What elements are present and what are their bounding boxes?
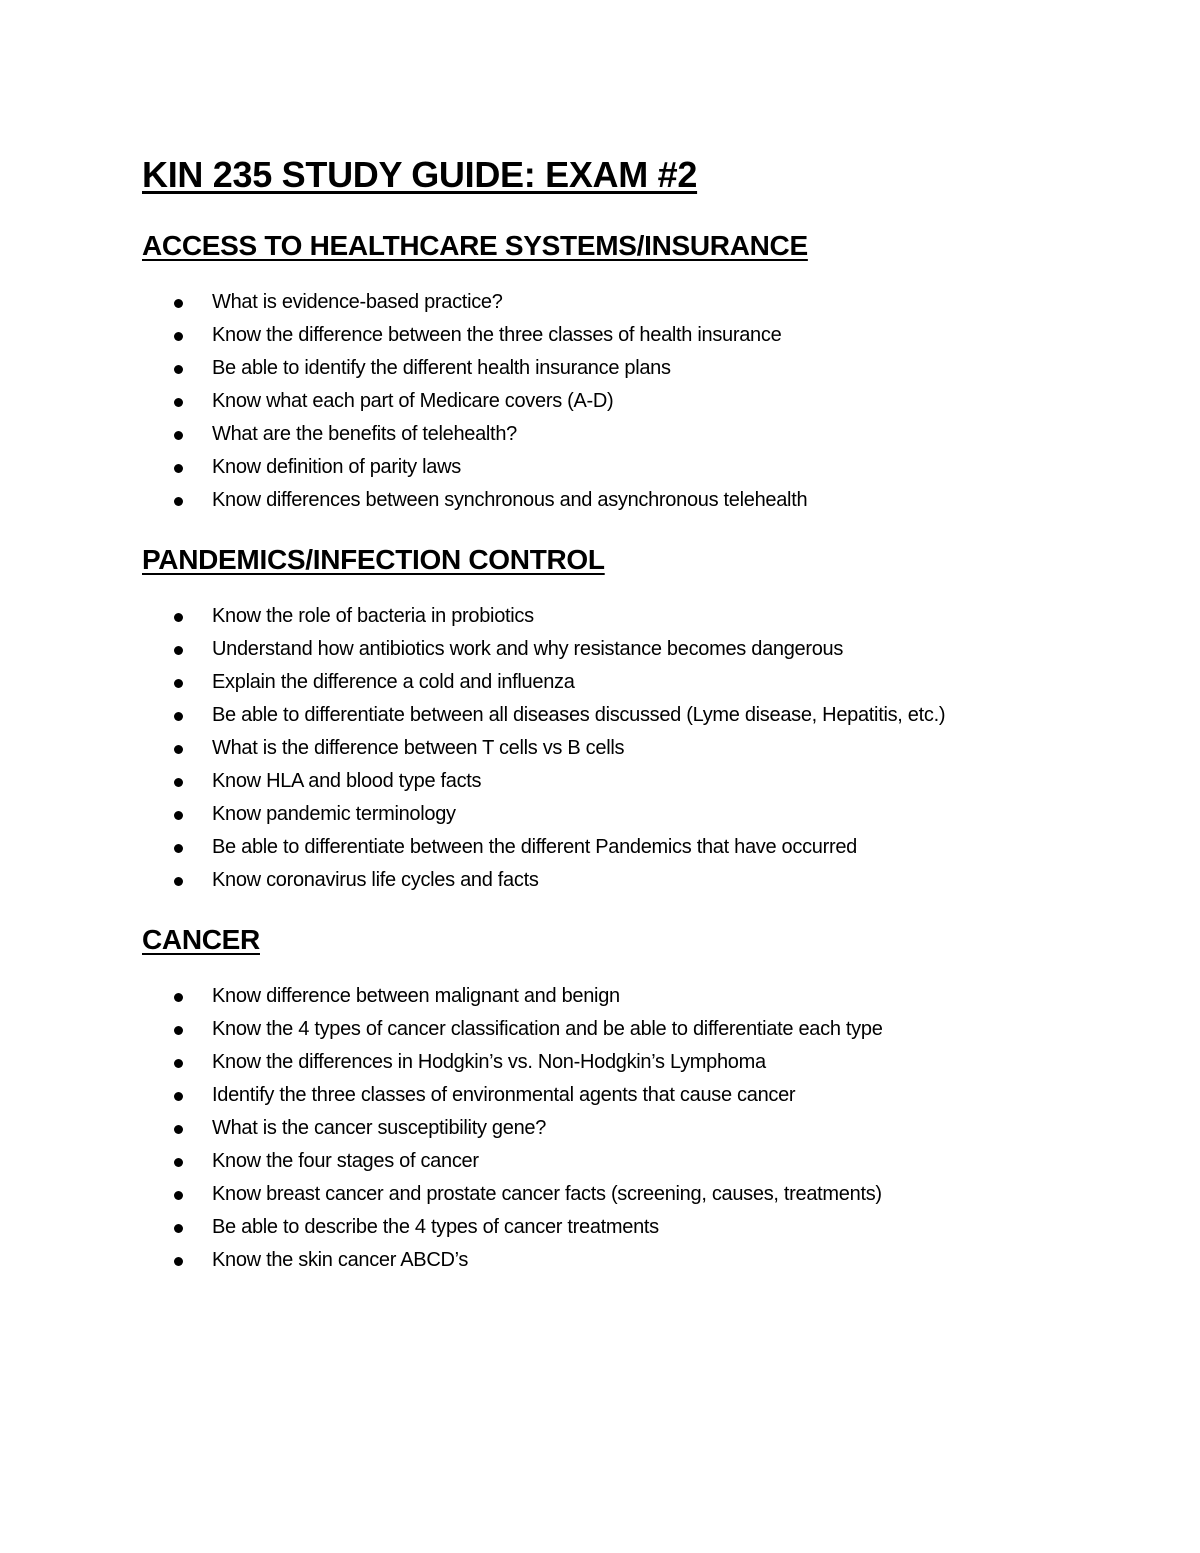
bullet-icon bbox=[174, 1026, 183, 1035]
list-item-text: What is evidence-based practice? bbox=[212, 291, 503, 313]
bullet-icon bbox=[174, 464, 183, 473]
list-item-text: Know the skin cancer ABCD’s bbox=[212, 1249, 469, 1271]
bullet-icon bbox=[174, 646, 183, 655]
list-item bbox=[142, 286, 1142, 319]
list-item bbox=[142, 385, 1142, 418]
list-item bbox=[142, 1046, 1142, 1079]
bullet-icon bbox=[174, 431, 183, 440]
list-item-text: Identify the three classes of environmental agents that cause cancer bbox=[212, 1084, 796, 1106]
bullet-list-healthcare bbox=[142, 286, 1142, 517]
list-item-text: Be able to identify the different health insurance plans bbox=[212, 357, 671, 379]
list-item-text: Know the role of bacteria in probiotics bbox=[212, 605, 534, 627]
bullet-icon bbox=[174, 745, 183, 754]
list-item bbox=[142, 484, 1142, 517]
list-item bbox=[142, 831, 1142, 864]
document-body bbox=[142, 152, 1142, 1277]
bullet-icon bbox=[174, 811, 183, 820]
list-item bbox=[142, 1178, 1142, 1211]
bullet-icon bbox=[174, 778, 183, 787]
bullet-icon bbox=[174, 1158, 183, 1167]
list-item-text: Understand how antibiotics work and why resistance becomes dangerous bbox=[212, 638, 844, 660]
list-item-text: Know difference between malignant and benign bbox=[212, 985, 620, 1007]
bullet-icon bbox=[174, 1059, 183, 1068]
list-item-text: Know the four stages of cancer bbox=[212, 1150, 479, 1172]
bullet-icon bbox=[174, 1125, 183, 1134]
bullet-icon bbox=[174, 993, 183, 1002]
bullet-list-cancer bbox=[142, 980, 1142, 1277]
bullet-icon bbox=[174, 877, 183, 886]
list-item bbox=[142, 319, 1142, 352]
list-item bbox=[142, 600, 1142, 633]
list-item bbox=[142, 1013, 1142, 1046]
list-item bbox=[142, 1211, 1142, 1244]
bullet-icon bbox=[174, 679, 183, 688]
list-item bbox=[142, 1145, 1142, 1178]
list-item-text: What is the difference between T cells vs B cells bbox=[212, 737, 625, 759]
list-item-text: Know HLA and blood type facts bbox=[212, 770, 482, 792]
list-item bbox=[142, 864, 1142, 897]
list-item-text: What is the cancer susceptibility gene? bbox=[212, 1117, 547, 1139]
list-item bbox=[142, 633, 1142, 666]
list-item-text: Be able to describe the 4 types of cancer treatments bbox=[212, 1216, 659, 1238]
section-heading-cancer: CANCER bbox=[142, 924, 260, 955]
list-item-text: Be able to differentiate between all diseases discussed (Lyme disease, Hepatitis, etc.) bbox=[212, 704, 946, 726]
list-item-text: Know what each part of Medicare covers (A-D) bbox=[212, 390, 614, 412]
list-item-text: What are the benefits of telehealth? bbox=[212, 423, 517, 445]
bullet-icon bbox=[174, 1224, 183, 1233]
list-item bbox=[142, 765, 1142, 798]
list-item-text: Know breast cancer and prostate cancer facts (screening, causes, treatments) bbox=[212, 1183, 882, 1205]
list-item bbox=[142, 732, 1142, 765]
bullet-icon bbox=[174, 1191, 183, 1200]
document-title: KIN 235 STUDY GUIDE: EXAM #2 bbox=[142, 154, 698, 195]
list-item bbox=[142, 666, 1142, 699]
bullet-icon bbox=[174, 299, 183, 308]
bullet-icon bbox=[174, 398, 183, 407]
bullet-icon bbox=[174, 1092, 183, 1101]
bullet-icon bbox=[174, 613, 183, 622]
bullet-list-pandemics bbox=[142, 600, 1142, 897]
list-item bbox=[142, 980, 1142, 1013]
list-item bbox=[142, 418, 1142, 451]
bullet-icon bbox=[174, 497, 183, 506]
bullet-icon bbox=[174, 1257, 183, 1266]
section-heading-pandemics: PANDEMICS/INFECTION CONTROL bbox=[142, 544, 605, 575]
list-item-text: Know the differences in Hodgkin’s vs. Non-Hodgkin’s Lymphoma bbox=[212, 1051, 766, 1073]
bullet-icon bbox=[174, 332, 183, 341]
bullet-icon bbox=[174, 844, 183, 853]
list-item bbox=[142, 1079, 1142, 1112]
list-item bbox=[142, 451, 1142, 484]
list-item bbox=[142, 352, 1142, 385]
list-item bbox=[142, 1112, 1142, 1145]
bullet-icon bbox=[174, 365, 183, 374]
list-item-text: Explain the difference a cold and influenza bbox=[212, 671, 575, 693]
list-item bbox=[142, 798, 1142, 831]
list-item-text: Know pandemic terminology bbox=[212, 803, 456, 825]
list-item-text: Know the 4 types of cancer classification and be able to differentiate each type bbox=[212, 1018, 883, 1040]
list-item-text: Know differences between synchronous and asynchronous telehealth bbox=[212, 489, 808, 511]
section-heading-healthcare: ACCESS TO HEALTHCARE SYSTEMS/INSURANCE bbox=[142, 230, 808, 261]
list-item-text: Be able to differentiate between the different Pandemics that have occurred bbox=[212, 836, 857, 858]
list-item-text: Know definition of parity laws bbox=[212, 456, 461, 478]
list-item-text: Know coronavirus life cycles and facts bbox=[212, 869, 539, 891]
bullet-icon bbox=[174, 712, 183, 721]
list-item bbox=[142, 1244, 1142, 1277]
list-item bbox=[142, 699, 1142, 732]
list-item-text: Know the difference between the three classes of health insurance bbox=[212, 324, 782, 346]
